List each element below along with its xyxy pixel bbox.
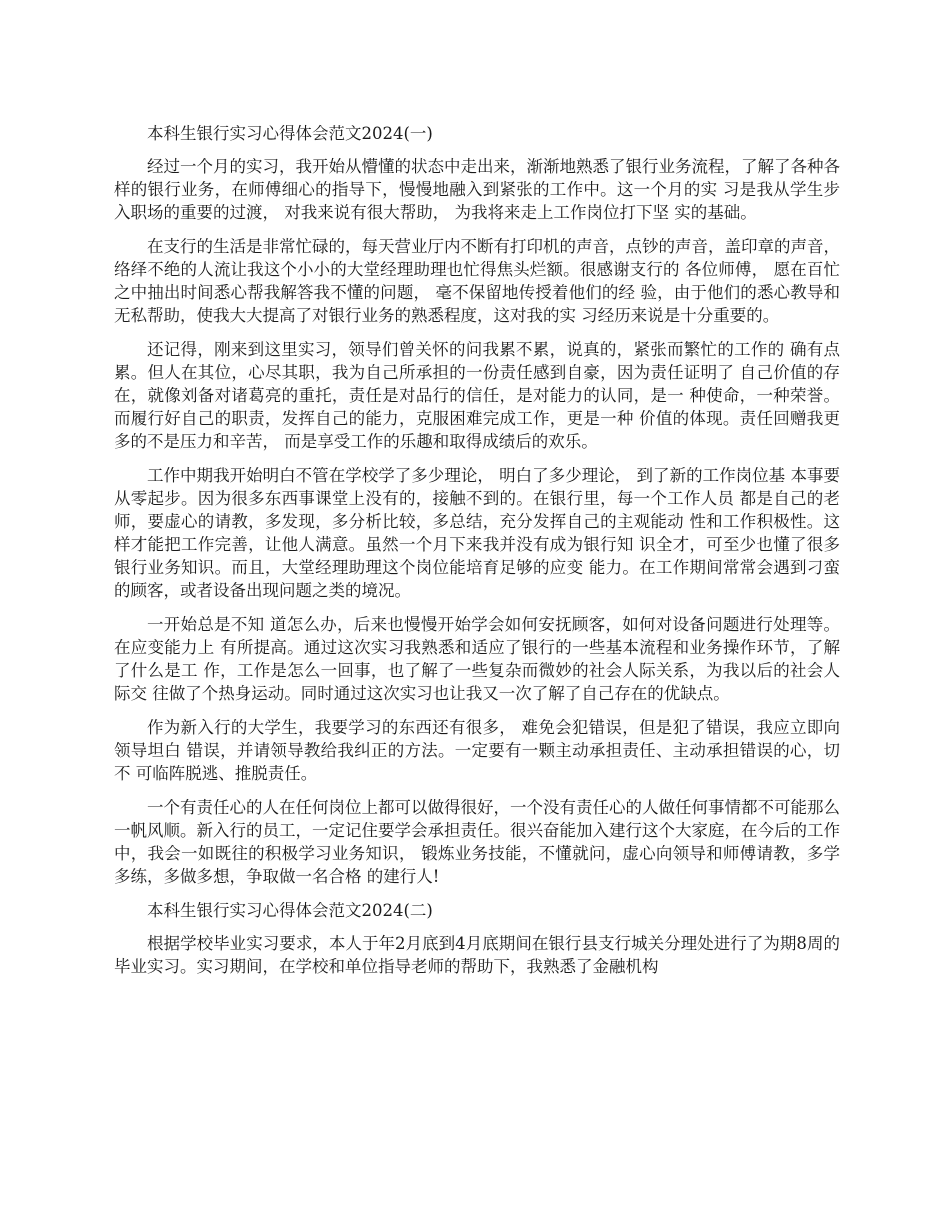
paragraph: 工作中期我开始明白不管在学校学了多少理论， 明白了多少理论， 到了新的工作岗位基 本事要从零起步。因为很多东西事课堂上没有的，接触不到的。在银行里，每一个工作人员 都是自己的老师，要虚心的请教，多发现，多分析比较，多总结，充分发挥自己的主观能动 性和工作积极性。这样才能把工作完善，让他人满意。虽然一个月下来我并没有成为银行知 识全才，可至少也懂了很多银行业务知识。而且，大堂经理助理这个岗位能培育足够的应变 能力。在工作期间常常会遇到刁蛮的顾客，或者设备出现问题之类的境况。 [114, 466, 840, 600]
document-page [114, 122, 840, 989]
section-title: 本科生银行实习心得体会范文2024(一) [147, 124, 433, 143]
paragraph: 一开始总是不知 道怎么办，后来也慢慢开始学会如何安抚顾客，如何对设备问题进行处理等。在应变能力上 有所提高。通过这次实习我熟悉和适应了银行的一些基本流程和业务操作环节，了解了什么是工 作，工作是怎么一回事，也了解了一些复杂而微妙的社会人际关系，为我以后的社会人际交 往做了个热身运动。同时通过这次实习也让我又一次了解了自己存在的优缺点。 [114, 615, 840, 703]
paragraph: 还记得，刚来到这里实习，领导们曾关怀的问我累不累，说真的，紧张而繁忙的工作的 确有点累。但人在其位，心尽其职，我为自己所承担的一份责任感到自豪，因为责任证明了 自己价值的存在，就像刘备对诸葛亮的重托，责任是对品行的信任，是对能力的认同，是一 种使命，一种荣誉。而履行好自己的职责，发挥自己的能力，克服困难完成工作，更是一种 价值的体现。责任回赠我更多的不是压力和辛苦， 而是享受工作的乐趣和取得成绩后的欢乐。 [114, 340, 840, 451]
section-title: 本科生银行实习心得体会范文2024(二) [147, 901, 433, 920]
paragraph: 一个有责任心的人在任何岗位上都可以做得很好，一个没有责任心的人做任何事情都不可能那么一帆风顺。新入行的员工，一定记住要学会承担责任。很兴奋能加入建行这个大家庭，在今后的工作中，我会一如既往的积极学习业务知识， 锻炼业务技能，不懂就问，虚心向领导和师傅请教，多学多练，多做多想，争取做一名合格 的建行人! [114, 798, 840, 886]
paragraph: 在支行的生活是非常忙碌的，每天营业厅内不断有打印机的声音，点钞的声音，盖印章的声音， 络绎不绝的人流让我这个小小的大堂经理助理也忙得焦头烂额。很感谢支行的 各位师傅， 愿在百忙之中抽出时间悉心帮我解答我不懂的问题， 毫不保留地传授着他们的经 验，由于他们的悉心教导和无私帮助，使我大大提高了对银行业务的熟悉程度，这对我的实 习经历来说是十分重要的。 [114, 237, 840, 325]
paragraph: 经过一个月的实习，我开始从懵懂的状态中走出来，渐渐地熟悉了银行业务流程，了解了各种各样的银行业务，在师傅细心的指导下，慢慢地融入到紧张的工作中。这一个月的实 习是我从学生步入职场的重要的过渡， 对我来说有很大帮助， 为我将来走上工作岗位打下坚 实的基础。 [114, 157, 840, 222]
paragraph: 根据学校毕业实习要求，本人于年2月底到4月底期间在银行县支行城关分理处进行了为期8周的毕业实习。实习期间，在学校和单位指导老师的帮助下，我熟悉了金融机构 [114, 934, 840, 976]
paragraph: 作为新入行的大学生，我要学习的东西还有很多， 难免会犯错误，但是犯了错误，我应立即向领导坦白 错误，并请领导教给我纠正的方法。一定要有一颗主动承担责任、主动承担错误的心，切不 可临阵脱逃、推脱责任。 [114, 718, 840, 783]
